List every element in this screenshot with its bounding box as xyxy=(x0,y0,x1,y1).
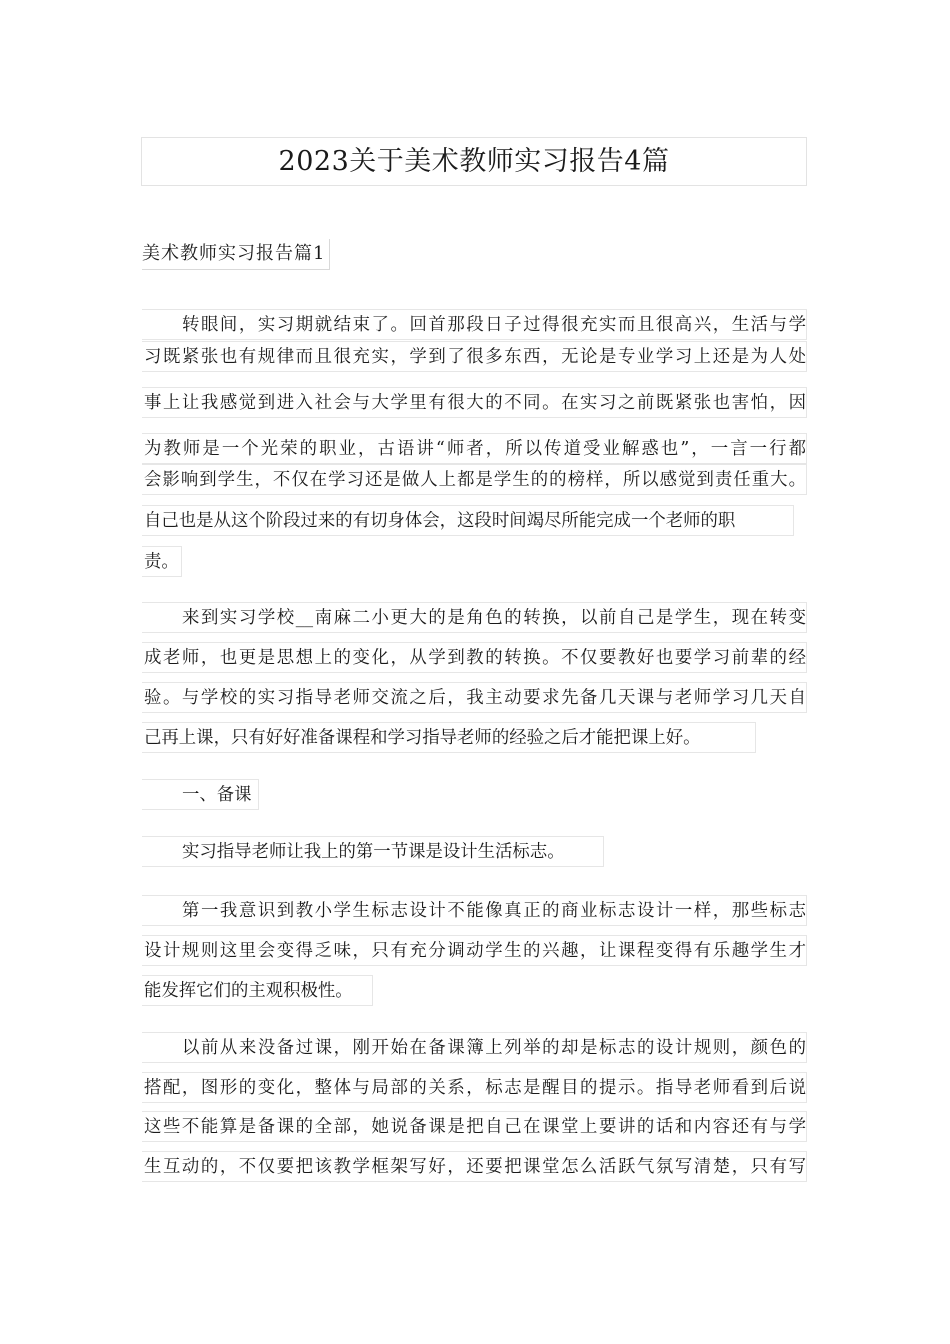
paragraph-4-line-1: 第一我意识到教小学生标志设计不能像真正的商业标志设计一样，那些标志 xyxy=(142,895,807,926)
paragraph-5-line-2: 搭配，图形的变化，整体与局部的关系，标志是醒目的提示。指导老师看到后说 xyxy=(142,1072,807,1103)
paragraph-4-line-2: 设计规则这里会变得乏味，只有充分调动学生的兴趣，让课程变得有乐趣学生才 xyxy=(142,935,807,966)
paragraph-5-line-1: 以前从来没备过课，刚开始在备课簿上列举的却是标志的设计规则，颜色的 xyxy=(142,1032,807,1063)
paragraph-2-line-4: 己再上课，只有好好准备课程和学习指导老师的经验之后才能把课上好。 xyxy=(142,722,756,753)
paragraph-1-line-6: 自己也是从这个阶段过来的有切身体会，这段时间竭尽所能完成一个老师的职 xyxy=(142,505,794,536)
paragraph-1-line-2: 习既紧张也有规律而且很充实，学到了很多东西，无论是专业学习上还是为人处 xyxy=(142,341,807,372)
paragraph-1-line-3: 事上让我感觉到进入社会与大学里有很大的不同。在实习之前既紧张也害怕，因 xyxy=(142,387,807,418)
paragraph-5-line-4: 生互动的，不仅要把该教学框架写好，还要把课堂怎么活跃气氛写清楚，只有写 xyxy=(142,1151,807,1182)
paragraph-1-line-5: 会影响到学生，不仅在学习还是做人上都是学生的的榜样，所以感觉到责任重大。 xyxy=(142,464,807,495)
section-heading: 美术教师实习报告篇1 xyxy=(142,239,330,270)
paragraph-1-line-1: 转眼间，实习期就结束了。回首那段日子过得很充实而且很高兴，生活与学 xyxy=(142,309,807,340)
document-title: 2023关于美术教师实习报告4篇 xyxy=(141,137,807,186)
paragraph-2-line-3: 验。与学校的实习指导老师交流之后，我主动要求先备几天课与老师学习几天自 xyxy=(142,682,807,713)
paragraph-1-line-4: 为教师是一个光荣的职业，古语讲“师者，所以传道受业解惑也”，一言一行都 xyxy=(142,433,807,464)
paragraph-1-line-7: 责。 xyxy=(142,546,182,577)
subheading-lesson-prep: 一、备课 xyxy=(142,779,259,810)
paragraph-2-line-1: 来到实习学校__南麻二小更大的是角色的转换，以前自己是学生，现在转变 xyxy=(142,602,807,633)
paragraph-2-line-2: 成老师，也更是思想上的变化，从学到教的转换。不仅要教好也要学习前辈的经 xyxy=(142,642,807,673)
paragraph-3-line-1: 实习指导老师让我上的第一节课是设计生活标志。 xyxy=(142,836,604,867)
paragraph-4-line-3: 能发挥它们的主观积极性。 xyxy=(142,975,373,1006)
paragraph-5-line-3: 这些不能算是备课的全部，她说备课是把自己在课堂上要讲的话和内容还有与学 xyxy=(142,1111,807,1142)
